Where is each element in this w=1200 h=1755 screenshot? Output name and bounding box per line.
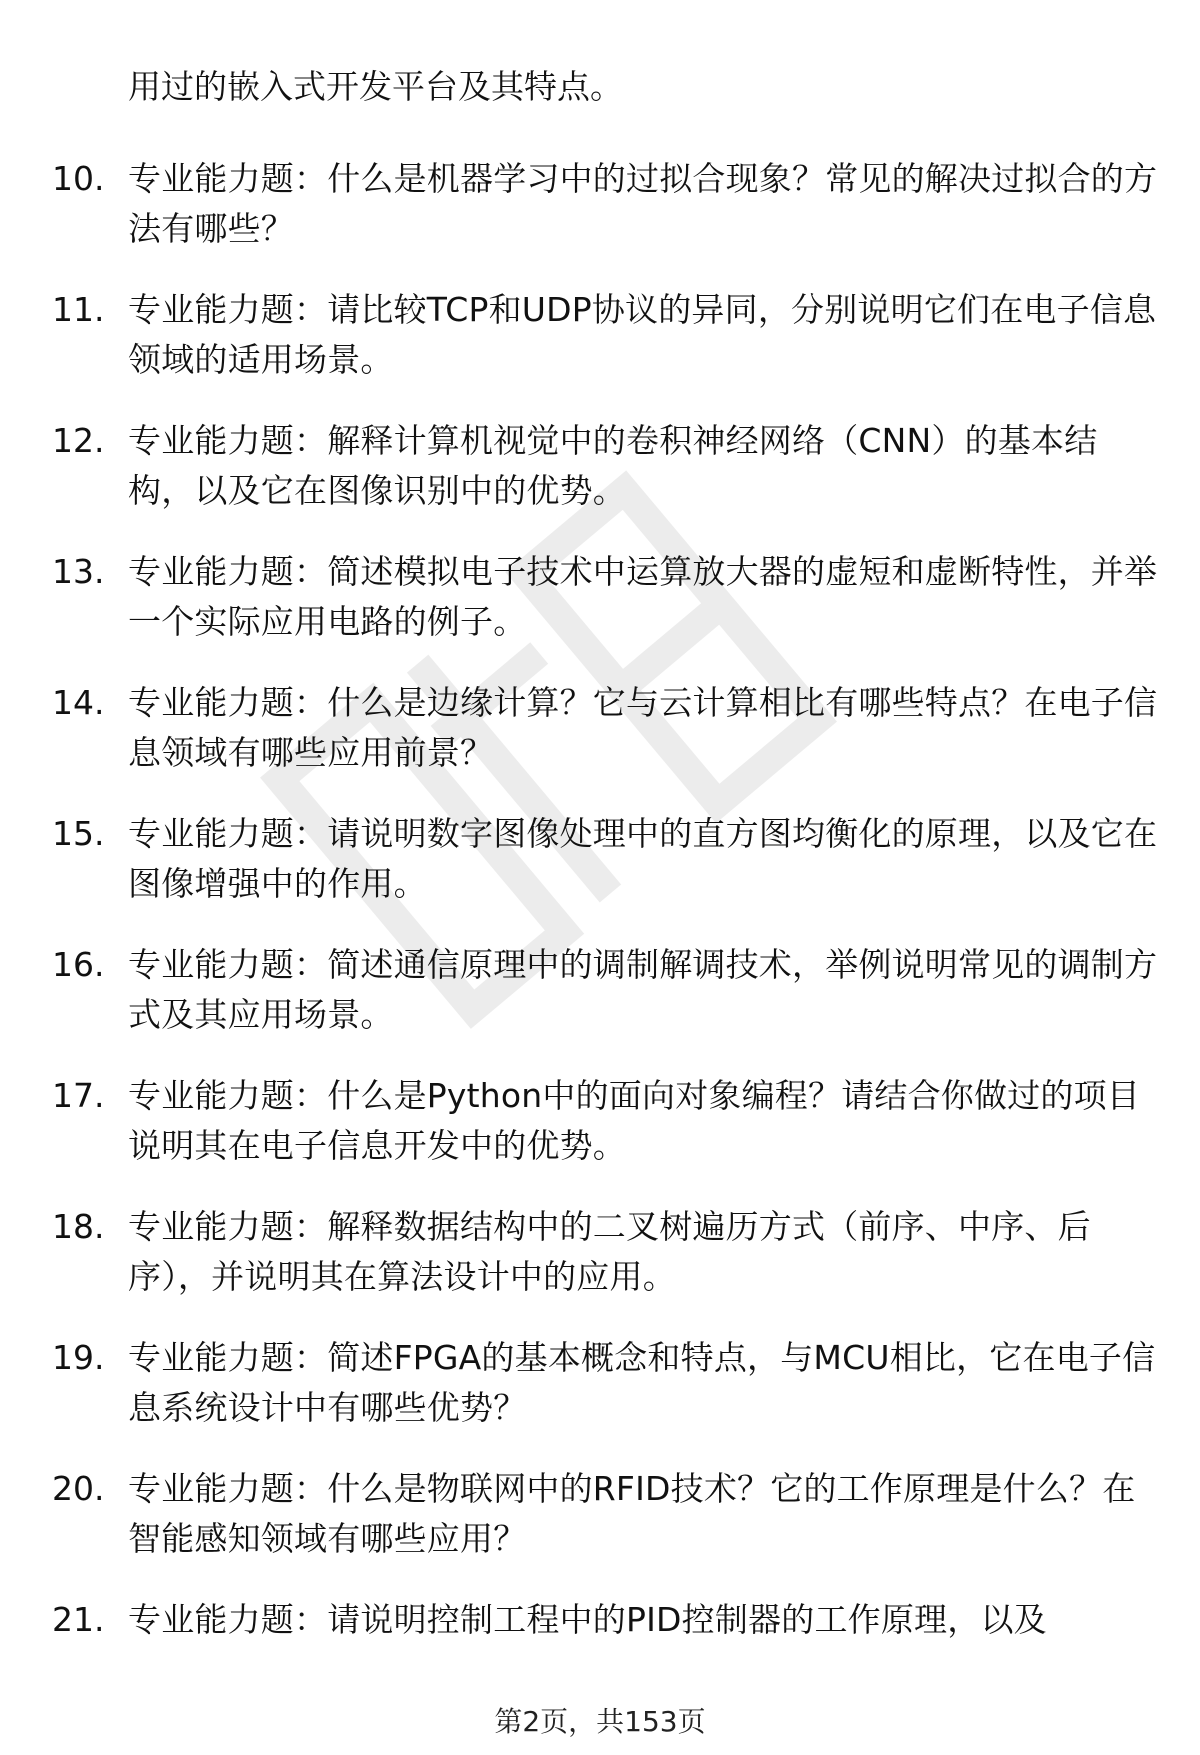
list-item (52, 678, 1162, 778)
item-text: 专业能力题：简述通信原理中的调制解调技术，举例说明常见的调制方式及其应用场景。 (128, 945, 1158, 1034)
list-item (52, 1202, 1162, 1302)
item-text: 专业能力题：什么是Python中的面向对象编程？请结合你做过的项目说明其在电子信息开发中的优势。 (128, 1076, 1140, 1165)
item-text: 专业能力题：简述FPGA的基本概念和特点，与MCU相比，它在电子信息系统设计中有哪些优势？ (128, 1338, 1156, 1427)
item-number: 21. (52, 1600, 105, 1639)
list-item (52, 1071, 1162, 1171)
question-list (52, 62, 1162, 1676)
list-item (52, 1333, 1162, 1433)
item-text: 专业能力题：什么是物联网中的RFID技术？它的工作原理是什么？在智能感知领域有哪些应用？ (128, 1469, 1136, 1558)
intro-line: 用过的嵌入式开发平台及其特点。 (128, 67, 623, 106)
list-item (52, 547, 1162, 647)
item-number: 17. (52, 1076, 105, 1115)
list-item (52, 1464, 1162, 1564)
list-item (52, 809, 1162, 909)
item-number: 20. (52, 1469, 105, 1508)
item-number: 10. (52, 159, 105, 198)
item-text: 专业能力题：什么是边缘计算？它与云计算相比有哪些特点？在电子信息领域有哪些应用前景？ (128, 683, 1158, 772)
item-number: 14. (52, 683, 105, 722)
item-number: 15. (52, 814, 105, 853)
item-number: 16. (52, 945, 105, 984)
list-item (52, 416, 1162, 516)
item-number: 18. (52, 1207, 105, 1246)
item-text: 专业能力题：请说明控制工程中的PID控制器的工作原理，以及 (128, 1600, 1047, 1639)
item-number: 11. (52, 290, 105, 329)
item-text: 专业能力题：请说明数字图像处理中的直方图均衡化的原理，以及它在图像增强中的作用。 (128, 814, 1158, 903)
item-text: 专业能力题：请比较TCP和UDP协议的异同，分别说明它们在电子信息领域的适用场景。 (128, 290, 1157, 379)
list-item (52, 285, 1162, 385)
item-number: 19. (52, 1338, 105, 1377)
item-number: 12. (52, 421, 105, 460)
item-text: 专业能力题：解释计算机视觉中的卷积神经网络（CNN）的基本结构，以及它在图像识别中的优势。 (128, 421, 1098, 510)
list-item (52, 1595, 1162, 1645)
item-text: 专业能力题：解释数据结构中的二叉树遍历方式（前序、中序、后序），并说明其在算法设计中的应用。 (128, 1207, 1091, 1296)
list-item (52, 154, 1162, 254)
item-number: 13. (52, 552, 105, 591)
list-item (52, 940, 1162, 1040)
item-text: 专业能力题：什么是机器学习中的过拟合现象？常见的解决过拟合的方法有哪些？ (128, 159, 1158, 248)
page-footer: 第2页，共153页 (494, 1705, 706, 1738)
item-text: 专业能力题：简述模拟电子技术中运算放大器的虚短和虚断特性，并举一个实际应用电路的例子。 (128, 552, 1158, 641)
